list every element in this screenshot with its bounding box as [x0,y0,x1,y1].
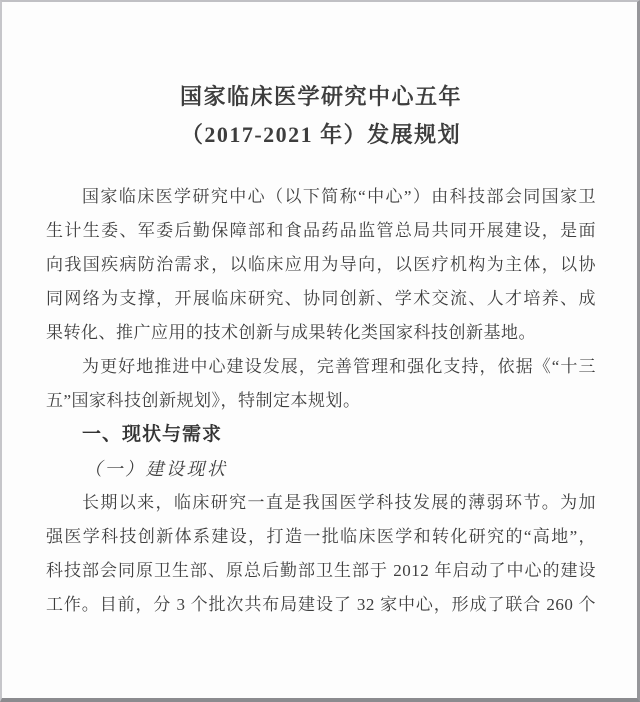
text-line: 果转化、推广应用的技术创新与成果转化类国家科技创新基地。 [46,323,536,342]
text-line: 生计生委、军委后勤保障部和食品药品监管总局共同开展建设，是面 [46,221,596,240]
text-line: 强医学科技创新体系建设，打造一批临床医学和转化研究的“高地”， [46,527,596,546]
text-line: 科技部会同原卫生部、原总后勤部卫生部于 2012 年启动了中心的建设 [46,561,596,580]
text-line: 长期以来，临床研究一直是我国医学科技发展的薄弱环节。为加 [82,493,596,512]
text-line: 五”国家科技创新规划》，特制定本规划。 [46,391,361,410]
text-line: 为更好地推进中心建设发展，完善管理和强化支持，依据《“十三 [82,357,596,376]
paragraph [46,350,596,418]
text-line: 国家临床医学研究中心（以下简称“中心”）由科技部会同国家卫 [82,187,596,206]
paragraph [46,180,596,350]
document-body [46,180,596,622]
text-line: 同网络为支撑，开展临床研究、协同创新、学术交流、人才培养、成 [46,289,596,308]
text-line: 工作。目前，分 3 个批次共布局建设了 32 家中心，形成了联合 260 个 [46,595,596,614]
section-heading: 一、现状与需求 [82,424,223,445]
paragraph [46,486,596,622]
document-title-line-2: （2017-2021 年）发展规划 [180,122,462,147]
text-line: 向我国疾病防治需求，以临床应用为导向，以医疗机构为主体，以协 [46,255,596,274]
document-title-line-1: 国家临床医学研究中心五年 [179,84,462,109]
document-title [46,78,596,154]
subsection-heading: （一）建设现状 [84,459,228,479]
